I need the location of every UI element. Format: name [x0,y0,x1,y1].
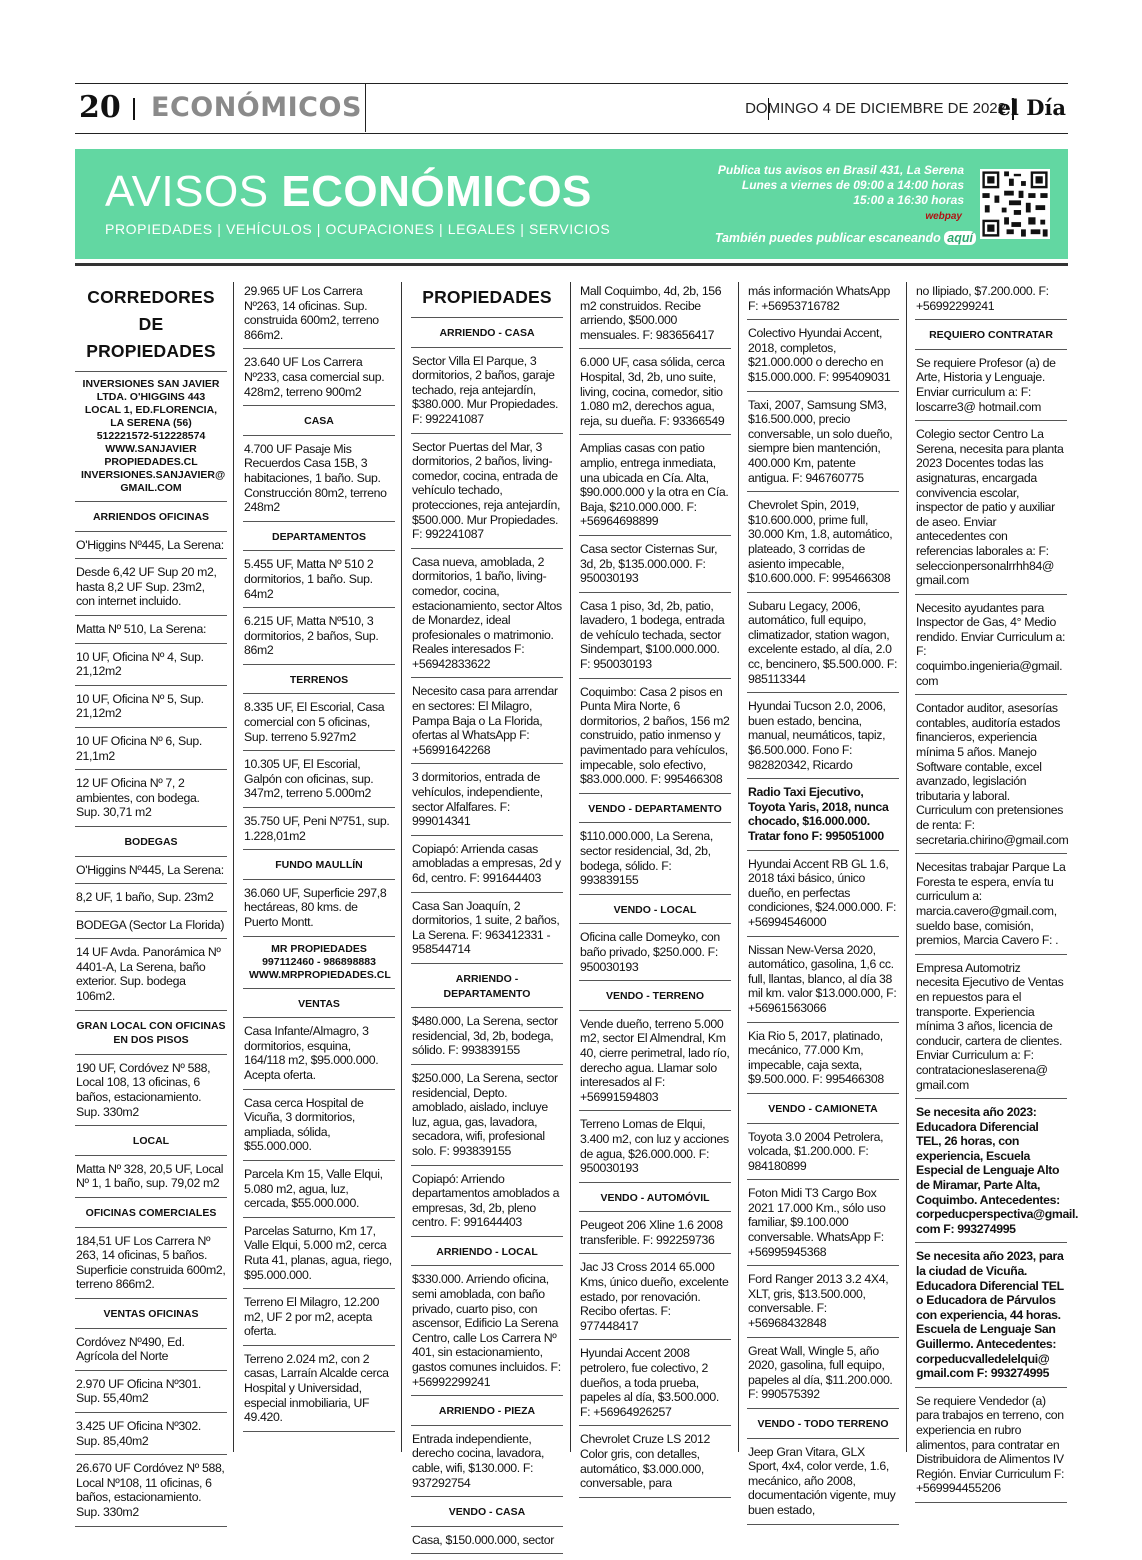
classified-ad: Cordóvez Nº490, Ed. Agrícola del Norte [75,1335,227,1371]
classified-ad: 5.455 UF, Matta Nº 510 2 dormitorios, 1 baño. Sup. 64m2 [243,557,395,608]
category-heading: ARRIENDOS OFICINAS [75,508,227,532]
classified-ad: Jeep Gran Vitara, GLX Sport, 4x4, color verde, 1.6, mecánico, año 2008, documentación vigente, muy buen estado, [747,1445,899,1525]
classified-ad: Casa, $150.000.000, sector [411,1533,563,1555]
column-4 [579,284,731,1504]
classified-ad: Foton Midi T3 Cargo Box 2021 17.000 Km., sólo uso familiar, $9.100.000 conversable. WhatsApp F: +56995945368 [747,1186,899,1266]
classified-ad: 8.335 UF, El Escorial, Casa comercial con 5 oficinas, Sup. terreno 5.927m2 [243,700,395,751]
category-heading: CASA [243,412,395,436]
category-heading: ARRIENDO - LOCAL [411,1243,563,1267]
classified-ad: Desde 6,42 UF Sup 20 m2, hasta 8,2 UF Sup. 23m2, con internet incluido. [75,565,227,616]
category-heading: LOCAL [75,1132,227,1156]
category-heading: ARRIENDO - CASA [411,324,563,348]
classified-ad: 10.305 UF, El Escorial, Galpón con oficinas, sup. 347m2, terreno 5.000m2 [243,757,395,808]
column-separator [738,282,739,1452]
category-heading: ARRIENDO - PIEZA [411,1402,563,1426]
classified-ad: $110.000.000, La Serena, sector residencial, 3d, 2b, bodega, sólido. F: 993839155 [579,829,731,894]
classified-ad: Ford Ranger 2013 3.2 4X4, XLT, gris, $13.500.000, conversable. F: +56968432848 [747,1272,899,1337]
classifieds-banner [75,149,1068,259]
classified-ad: Peugeot 206 Xline 1.6 2008 transferible. F: 992259736 [579,1218,731,1254]
column-separator [401,282,402,1452]
classified-ad: 3 dormitorios, entrada de vehículos, independiente, sector Alfalfares. F: 999014341 [411,770,563,835]
classified-ad: Toyota 3.0 2004 Petrolera, volcada, $1.200.000. F: 984180899 [747,1130,899,1181]
category-heading: BODEGAS [75,833,227,857]
classified-ad: Great Wall, Wingle 5, año 2020, gasolina, full equipo, papeles al día, $11.200.000. F: 990575392 [747,1344,899,1409]
classified-ad: 14 UF Avda. Panorámica Nº 4401-A, La Serena, baño exterior. Sup. bodega 106m2. [75,945,227,1010]
classified-ad: Matta Nº 510, La Serena: [75,622,227,644]
column-2 [243,284,395,1438]
classified-ad: 3.425 UF Oficina Nº302. Sup. 85,40m2 [75,1419,227,1455]
column-heading: CORREDORES DE PROPIEDADES [75,284,227,372]
column-6 [915,284,1079,1509]
classified-ad: Copiapó: Arrienda casas amobladas a empresas, 2d y 6d, centro. F: 991644403 [411,842,563,893]
classified-ad: 2.970 UF Oficina Nº301. Sup. 55,40m2 [75,1377,227,1413]
classified-ad: Mall Coquimbo, 4d, 2b, 156 m2 construidos. Recibe arriendo, $500.000 mensuales. F: 983656417 [579,284,731,349]
classified-ad: O'Higgins Nº445, La Serena: [75,538,227,560]
category-heading: VENDO - AUTOMÓVIL [579,1189,731,1213]
classified-ad: O'Higgins Nº445, La Serena: [75,863,227,885]
classified-ad: Sector Puertas del Mar, 3 dormitorios, 2 baños, living-comedor, cocina, entrada de vehículo techado, protecciones, reja antejardín, $500.000. Mur Propiedades. F: 992241087 [411,440,563,549]
classified-ad: Casa San Joaquín, 2 dormitorios, 1 suite, 2 baños, La Serena. F: 963412331 - 958544714 [411,899,563,964]
classified-ad: 8,2 UF, 1 baño, Sup. 23m2 [75,890,227,912]
category-heading: DEPARTAMENTOS [243,528,395,552]
header-separator [133,98,135,120]
classified-ad: Subaru Legacy, 2006, automático, full equipo, climatizador, station wagon, excelente estado, al día, 2.0 cc, bencinero, $5.500.000. F: 985113344 [747,599,899,694]
classified-ad: $250.000, La Serena, sector residencial, Depto. amoblado, aislado, incluye luz, agua, gas, lavadora, secadora, wifi, profesional solo. F: 993839155 [411,1071,563,1166]
classified-ad: más información WhatsApp F: +56953716782 [747,284,899,320]
banner-rule [75,263,1068,266]
classified-ad: 26.670 UF Cordóvez Nº 588, Local Nº108, 11 oficinas, 6 baños, estacionamiento. Sup. 330m2 [75,1461,227,1526]
column-separator [233,282,234,1452]
qr-code-icon[interactable] [980,169,1050,239]
classified-ad: Necesitas trabajar Parque La Foresta te espera, envía tu curriculum a: marcia.cavero@gmail.com, sueldo base, comisión, premios, Marcia Cavero F: . [915,860,1067,955]
classified-ad: Oficina calle Domeyko, con baño privado, $250.000. F: 950030193 [579,930,731,981]
category-heading: OFICINAS COMERCIALES [75,1204,227,1228]
category-heading: ARRIENDO - DEPARTAMENTO [411,970,563,1008]
classified-ad: Radio Taxi Ejecutivo, Toyota Yaris, 2018, nunca chocado, $16.000.000. Tratar fono F: 995051000 [747,785,899,850]
classified-ad: Empresa Automotriz necesita Ejecutivo de Ventas en repuestos para el transporte. Experiencia mínima 3 años, licencia de conducir, cartera de clientes. Enviar Curriculum a: F: contratacioneslaserena@ gmail.com [915,961,1067,1099]
classified-ad: 4.700 UF Pasaje Mis Recuerdos Casa 15B, 3 habitaciones, 1 baño. Sup. Construcción 80m2, terreno 248m2 [243,442,395,522]
page-number: 20 [79,90,121,125]
classified-ad: Se necesita año 2023: Educadora Diferencial TEL, 26 horas, con experiencia, Escuela Especial de Lenguaje Alto de Miramar, Parte Alta, Coquimbo. Antecedentes: corpeducperspectiva@gmail. com F: 993274995 [915,1105,1067,1243]
classified-ad: Kia Rio 5, 2017, platinado, mecánico, 77.000 Km, impecable, caja sexta, $9.500.000. F: 995466308 [747,1029,899,1094]
classified-ad: Hyundai Accent 2008 petrolero, fue colectivo, 2 dueños, a toda prueba, papeles al día, $3.500.000. F: +56964926257 [579,1346,731,1426]
classified-ad: Terreno Lomas de Elqui, 3.400 m2, con luz y acciones de agua, $26.000.000. F: 950030193 [579,1117,731,1182]
classified-ad: Chevrolet Spin, 2019, $10.600.000, prime full, 30.000 Km, 1.8, automático, plateado, 3 corridas de asiento impecable, $10.600.000. F: 995466308 [747,498,899,593]
classified-ad: 6.000 UF, casa sólida, cerca Hospital, 3d, 2b, uno suite, living, cocina, comedor, sitio 1.080 m2, derechos agua, reja, su dueña. F: 93366549 [579,355,731,435]
banner-scan-text [715,231,976,245]
classified-ad: 10 UF Oficina Nº 6, Sup. 21,1m2 [75,734,227,770]
agency-contact: INVERSIONES SAN JAVIER LTDA. O'HIGGINS 443 LOCAL 1, ED.FLORENCIA, LA SERENA (56) 512221572-512228574 WWW.SANJAVIER PROPIEDADES.CL INVERSIONES.SANJAVIER@ GMAIL.COM [75,378,227,502]
category-heading: VENDO - TERRENO [579,987,731,1011]
column-separator [906,282,907,1452]
classified-ad: Coquimbo: Casa 2 pisos en Punta Mira Norte, 6 dormitorios, 2 baños, 156 m2 construido, patio inmenso y pavimentado para vehículos, impecable, solo efectivo, $83.000.000. F: 995466308 [579,685,731,794]
classified-ad: Hyundai Accent RB GL 1.6, 2018 táxi básico, único dueño, en perfectas condiciones, $24.000.000. F: +56994546000 [747,857,899,937]
category-heading: TERRENOS [243,671,395,695]
classified-ad: Terreno El Milagro, 12.200 m2, UF 2 por m2, acepta oferta. [243,1295,395,1346]
classified-ad: Hyundai Tucson 2.0, 2006, buen estado, bencina, manual, neumáticos, tapiz, $6.500.000. Fono F: 982820342, Ricardo [747,699,899,779]
classified-ad: Parcelas Saturno, Km 17, Valle Elqui, 5.000 m2, cerca Ruta 41, planas, agua, riego, $95.000.000. [243,1224,395,1289]
scan-link[interactable]: aquí [944,231,976,245]
classified-ad: 190 UF, Cordóvez Nº 588, Local 108, 13 oficinas, 6 baños, estacionamiento. Sup. 330m2 [75,1061,227,1126]
classified-ad: Entrada independiente, derecho cocina, lavadora, cable, wifi, $130.000. F: 937292754 [411,1432,563,1497]
classified-ad: Casa nueva, amoblada, 2 dormitorios, 1 baño, living-comedor, cocina, estacionamiento, sector Altos de Monardez, ideal profesionales o matrimonio. Reales interesados F: +56942833622 [411,555,563,679]
classified-ad: Vende dueño, terreno 5.000 m2, sector El Almendral, Km 40, cierre perimetral, lado río, derecho agua. Llamar solo interesados al F: +56991594803 [579,1017,731,1112]
header-divider [365,84,366,132]
classified-ad: 29.965 UF Los Carrera Nº263, 14 oficinas. Sup. construida 600m2, terreno 866m2. [243,284,395,349]
category-heading: VENTAS OFICINAS [75,1305,227,1329]
category-heading: VENDO - CASA [411,1503,563,1527]
webpay-logo: webpay [925,211,962,222]
classified-ad: Contador auditor, asesorías contables, auditoría estados financieros, experiencia mínima 5 años. Manejo Software contable, excel avanzado, legislación tributaria y laboral. Curriculum con pretensiones de renta: F: secretaria.chirino@gmail.com [915,701,1067,854]
banner-contact-info: Publica tus avisos en Brasil 431, La Serena Lunes a viernes de 09:00 a 14:00 horas 15:00 a 16:30 horas [717,163,964,207]
category-heading: REQUIERO CONTRATAR [915,326,1067,350]
column-heading: PROPIEDADES [411,284,563,318]
classified-ad: 10 UF, Oficina Nº 5, Sup. 21,12m2 [75,692,227,728]
classified-ad: Sector Villa El Parque, 3 dormitorios, 2 baños, garaje techado, reja antejardín, $380.000. Mur Propiedades. F: 992241087 [411,354,563,434]
classified-ad: Casa cerca Hospital de Vicuña, 3 dormitorios, ampliada, sólida, $55.000.000. [243,1096,395,1161]
classified-ad: Se necesita año 2023, para la ciudad de Vicuña. Educadora Diferencial TEL o Educadora de Párvulos con experiencia, 44 horas. Escuela de Lenguaje San Guillermo. Antecedentes: corpeducvalledelelqui@ gmail.com F: 993274995 [915,1249,1067,1387]
classified-ad: Matta Nº 328, 20,5 UF, Local Nº 1, 1 baño, sup. 79,02 m2 [75,1162,227,1198]
column-3 [411,284,563,1560]
classified-ad: Casa sector Cisternas Sur, 3d, 2b, $135.000.000. F: 950030193 [579,542,731,593]
classified-ad: Parcela Km 15, Valle Elqui, 5.080 m2, agua, luz, cercada, $55.000.000. [243,1167,395,1218]
classified-ad: Se requiere Profesor (a) de Arte, Historia y Lenguaje. Enviar curriculum a: F: loscarre3@ hotmail.com [915,356,1067,421]
classified-ad: Necesito ayudantes para Inspector de Gas, 4° Medio rendido. Enviar Curriculum a: F: coquimbo.ingenieria@gmail. com [915,601,1067,696]
page-header [75,84,1068,132]
category-heading: FUNDO MAULLÍN [243,856,395,880]
category-heading: VENDO - TODO TERRENO [747,1415,899,1439]
classified-ad: 184,51 UF Los Carrera Nº 263, 14 oficinas, 5 baños. Superficie construida 600m2, terreno 866m2. [75,1234,227,1299]
classified-ad: 35.750 UF, Peni Nº751, sup. 1.228,01m2 [243,814,395,850]
classified-ad: $480.000, La Serena, sector residencial, 3d, 2b, bodega, sólido. F: 993839155 [411,1014,563,1065]
classified-ad: Chevrolet Cruze LS 2012 Color gris, con detalles, automático, $3.000.000, conversable, para [579,1432,731,1497]
classified-ad: 36.060 UF, Superficie 297,8 hectáreas, 80 kms. de Puerto Montt. [243,886,395,937]
classified-ad: Nissan New-Versa 2020, automático, gasolina, 1,6 cc. full, llantas, blanco, al día 38 mil km. valor $13.000.000, F: +56961563066 [747,943,899,1023]
classified-ad: Jac J3 Cross 2014 65.000 Kms, único dueño, excelente estado, por renovación. Recibo ofertas. F: 977448417 [579,1260,731,1340]
column-5 [747,284,899,1531]
header-rule [75,133,1068,134]
classified-ad: 6.215 UF, Matta Nº510, 3 dormitorios, 2 baños, Sup. 86m2 [243,614,395,665]
classified-ad: 23.640 UF Los Carrera Nº233, casa comercial sup. 428m2, terreno 900m2 [243,355,395,406]
banner-title: AVISOS ECONÓMICOS [105,167,592,216]
classified-ad: Se requiere Vendedor (a) para trabajos en terreno, con experiencia en rubro alimentos, para contratar en Distribuidora de Alimentos IV Región. Enviar Curriculum F: +569994455206 [915,1394,1067,1503]
section-title: ECONÓMICOS [151,92,362,123]
scan-text: También puedes publicar escaneando [714,231,941,245]
category-heading: VENDO - LOCAL [579,901,731,925]
category-heading: VENDO - CAMIONETA [747,1100,899,1124]
classified-ad: 10 UF, Oficina Nº 4, Sup. 21,12m2 [75,650,227,686]
column-separator [570,282,571,1452]
banner-categories: PROPIEDADES | VEHÍCULOS | OCUPACIONES | LEGALES | SERVICIOS [105,221,611,237]
classified-ad: BODEGA (Sector La Florida) [75,918,227,940]
category-heading: VENTAS [243,995,395,1019]
category-heading: VENDO - DEPARTAMENTO [579,800,731,824]
brand-logo: el Día [997,95,1066,120]
classified-ad: Terreno 2.024 m2, con 2 casas, Larraín Alcalde cerca Hospital y Universidad, especial inmobiliaria, UF 49.420. [243,1352,395,1432]
classified-ad: Casa 1 piso, 3d, 2b, patio, lavadero, 1 bodega, entrada de vehículo techada, sector Sindempart, $100.000.000. F: 950030193 [579,599,731,679]
category-heading: GRAN LOCAL CON OFICINAS EN DOS PISOS [75,1017,227,1055]
classified-ad: Amplias casas con patio amplio, entrega inmediata, una ubicada en Cía. Alta, $90.000.000 y la otra en Cía. Baja, $210.000.000. F: +56964698899 [579,441,731,536]
classified-ad: Casa Infante/Almagro, 3 dormitorios, esquina, 164/118 m2, $95.000.000. Acepta oferta. [243,1024,395,1089]
classified-ad: Colegio sector Centro La Serena, necesita para planta 2023 Docentes todas las asignaturas, encargada convivencia escolar, inspector de patio y auxiliar de aseo. Enviar antecedentes con referencias laborales a: F: seleccionpersonalrrhh84@ gmail.com [915,427,1067,595]
classified-ad: Colectivo Hyundai Accent, 2018, completos, $21.000.000 o derecho en $15.000.000. F: 995409031 [747,326,899,391]
issue-date: DOMINGO 4 DE DICIEMBRE DE 2022 [745,100,1006,117]
classified-ad: no Ilipiado, $7.200.000. F: +56992299241 [915,284,1067,320]
classified-ad: Necesito casa para arrendar en sectores: El Milagro, Pampa Baja o La Florida, ofertas al WhatsApp F: +56991642268 [411,684,563,764]
classified-ad: 12 UF Oficina Nº 7, 2 ambientes, con bodega. Sup. 30,71 m2 [75,776,227,827]
classified-ad: Copiapó: Arriendo departamentos amoblados a empresas, 3d, 2b, pleno centro. F: 991644403 [411,1172,563,1237]
column-1 [75,284,227,1533]
classified-ad: $330.000. Arriendo oficina, semi amoblada, con baño privado, cuarto piso, con ascensor, Edificio La Serena Centro, calle Los Carrera Nº 401, sin estacionamiento, gastos comunes incluidos. F: +56992299241 [411,1272,563,1396]
agency-contact: MR PROPIEDADES 997112460 - 986898883 WWW.MRPROPIEDADES.CL [243,943,395,989]
classified-ad: Taxi, 2007, Samsung SM3, $16.500.000, precio conversable, un solo dueño, siempre bien mantención, 400.000 Km, patente antigua. F: 946760775 [747,398,899,493]
